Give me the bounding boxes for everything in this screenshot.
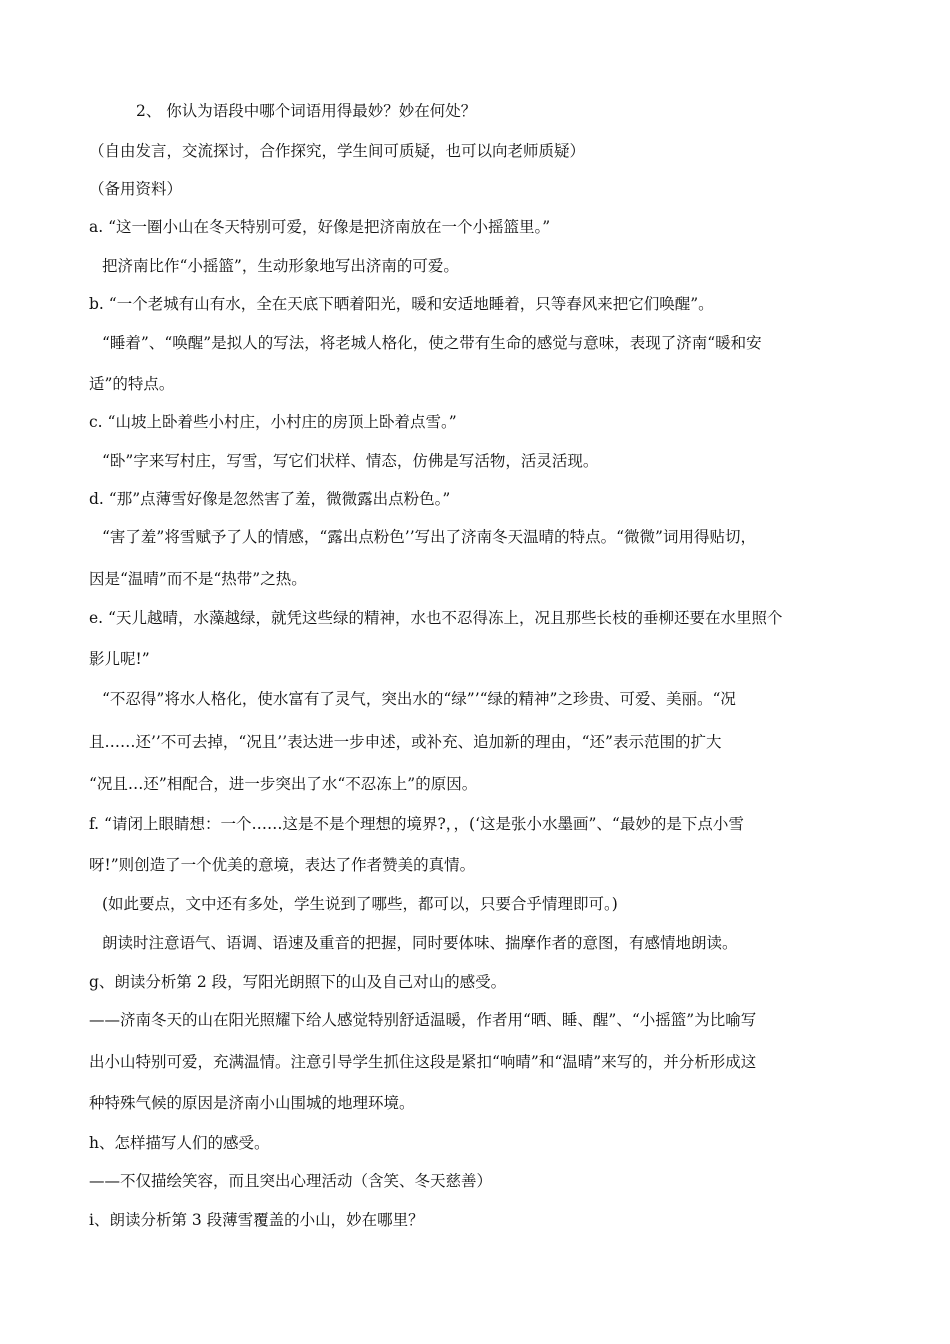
item-d-analysis-line2: 因是“温晴”而不是“热带”之热。 [89,570,307,588]
item-e-analysis-line1: “不忍得”将水人格化，使水富有了灵气，突出水的“绿”’“绿的精神”之珍贵、可爱、美丽。“况 [102,690,736,708]
item-d-quote: d. “那”点薄雪好像是忽然害了羞，微微露出点粉色。” [89,490,451,508]
item-g-analysis-line3: 种特殊气候的原因是济南小山围城的地理环境。 [89,1094,415,1112]
item-g-heading: g、朗读分析第 2 段，写阳光朗照下的山及自己对山的感受。 [89,973,507,991]
question-2: 2、 你认为语段中哪个词语用得最妙？妙在何处？ [136,102,477,120]
item-c-analysis: “卧”字来写村庄，写雪，写它们状样、情态，仿佛是写活物，活灵活现。 [102,452,599,470]
backup-material-heading: （备用资料） [89,180,183,198]
item-f-quote-line2: 呀!”则创造了一个优美的意境，表达了作者赞美的真情。 [89,856,476,874]
item-b-analysis-line1: “睡着”、“唤醒”是拟人的写法，将老城人格化，使之带有生命的感觉与意味，表现了济南“暖和安 [102,334,762,352]
reading-instruction: 朗读时注意语气、语调、语速及重音的把握，同时要体味、揣摩作者的意图，有感情地朗读。 [102,934,738,952]
item-d-analysis-line1: “害了羞”将雪赋予了人的情感，“露出点粉色’’写出了济南冬天温晴的特点。“微微”词用得贴切， [102,528,756,546]
item-c-quote: c. “山坡上卧着些小村庄，小村庄的房顶上卧着点雪。” [89,413,457,431]
item-a-analysis: 把济南比作“小摇篮”，生动形象地写出济南的可爱。 [102,257,459,275]
discussion-note: （自由发言，交流探讨，合作探究，学生间可质疑，也可以向老师质疑） [89,142,586,160]
item-f-quote-line1: f. “请闭上眼睛想：一个……这是不是个理想的境界?，，(‘这是张小水墨画”、“最妙的是下点小雪 [89,815,744,833]
item-b-quote: b. “一个老城有山有水，全在天底下晒着阳光，暖和安适地睡着，只等春风来把它们唤醒”。 [89,295,714,313]
item-h-heading: h、怎样描写人们的感受。 [89,1134,270,1152]
item-e-analysis-line3: “况且…还”相配合，进一步突出了水“不忍冻上”的原因。 [89,775,478,793]
item-g-analysis-line1: ——济南冬天的山在阳光照耀下给人感觉特别舒适温暖，作者用“晒、睡、醒”、“小摇篮”为比喻写 [89,1011,757,1029]
item-b-analysis-line2: 适”的特点。 [89,375,175,393]
item-a-quote: a. “这一圈小山在冬天特别可爱，好像是把济南放在一个小摇篮里。” [89,218,551,236]
item-e-analysis-line2: 且……还’’不可去掉，“况且’’表达进一步申述，或补充、追加新的理由，“还”表示范围的扩大 [89,733,722,751]
item-i-heading: i、朗读分析第 3 段薄雪覆盖的小山，妙在哪里？ [89,1211,424,1229]
summary-note: (如此要点，文中还有多处，学生说到了哪些，都可以，只要合乎情理即可。) [102,895,618,913]
item-h-analysis: ——不仅描绘笑容，而且突出心理活动（含笑、冬天慈善） [89,1172,493,1190]
item-e-quote-line2: 影儿呢!” [89,650,150,668]
item-e-quote-line1: e. “天儿越晴，水藻越绿，就凭这些绿的精神，水也不忍得冻上，况且那些长枝的垂柳还要在水里照个 [89,609,783,627]
item-g-analysis-line2: 出小山特别可爱，充满温情。注意引导学生抓住这段是紧扣“响晴”和“温晴”来写的，并分析形成这 [89,1053,757,1071]
